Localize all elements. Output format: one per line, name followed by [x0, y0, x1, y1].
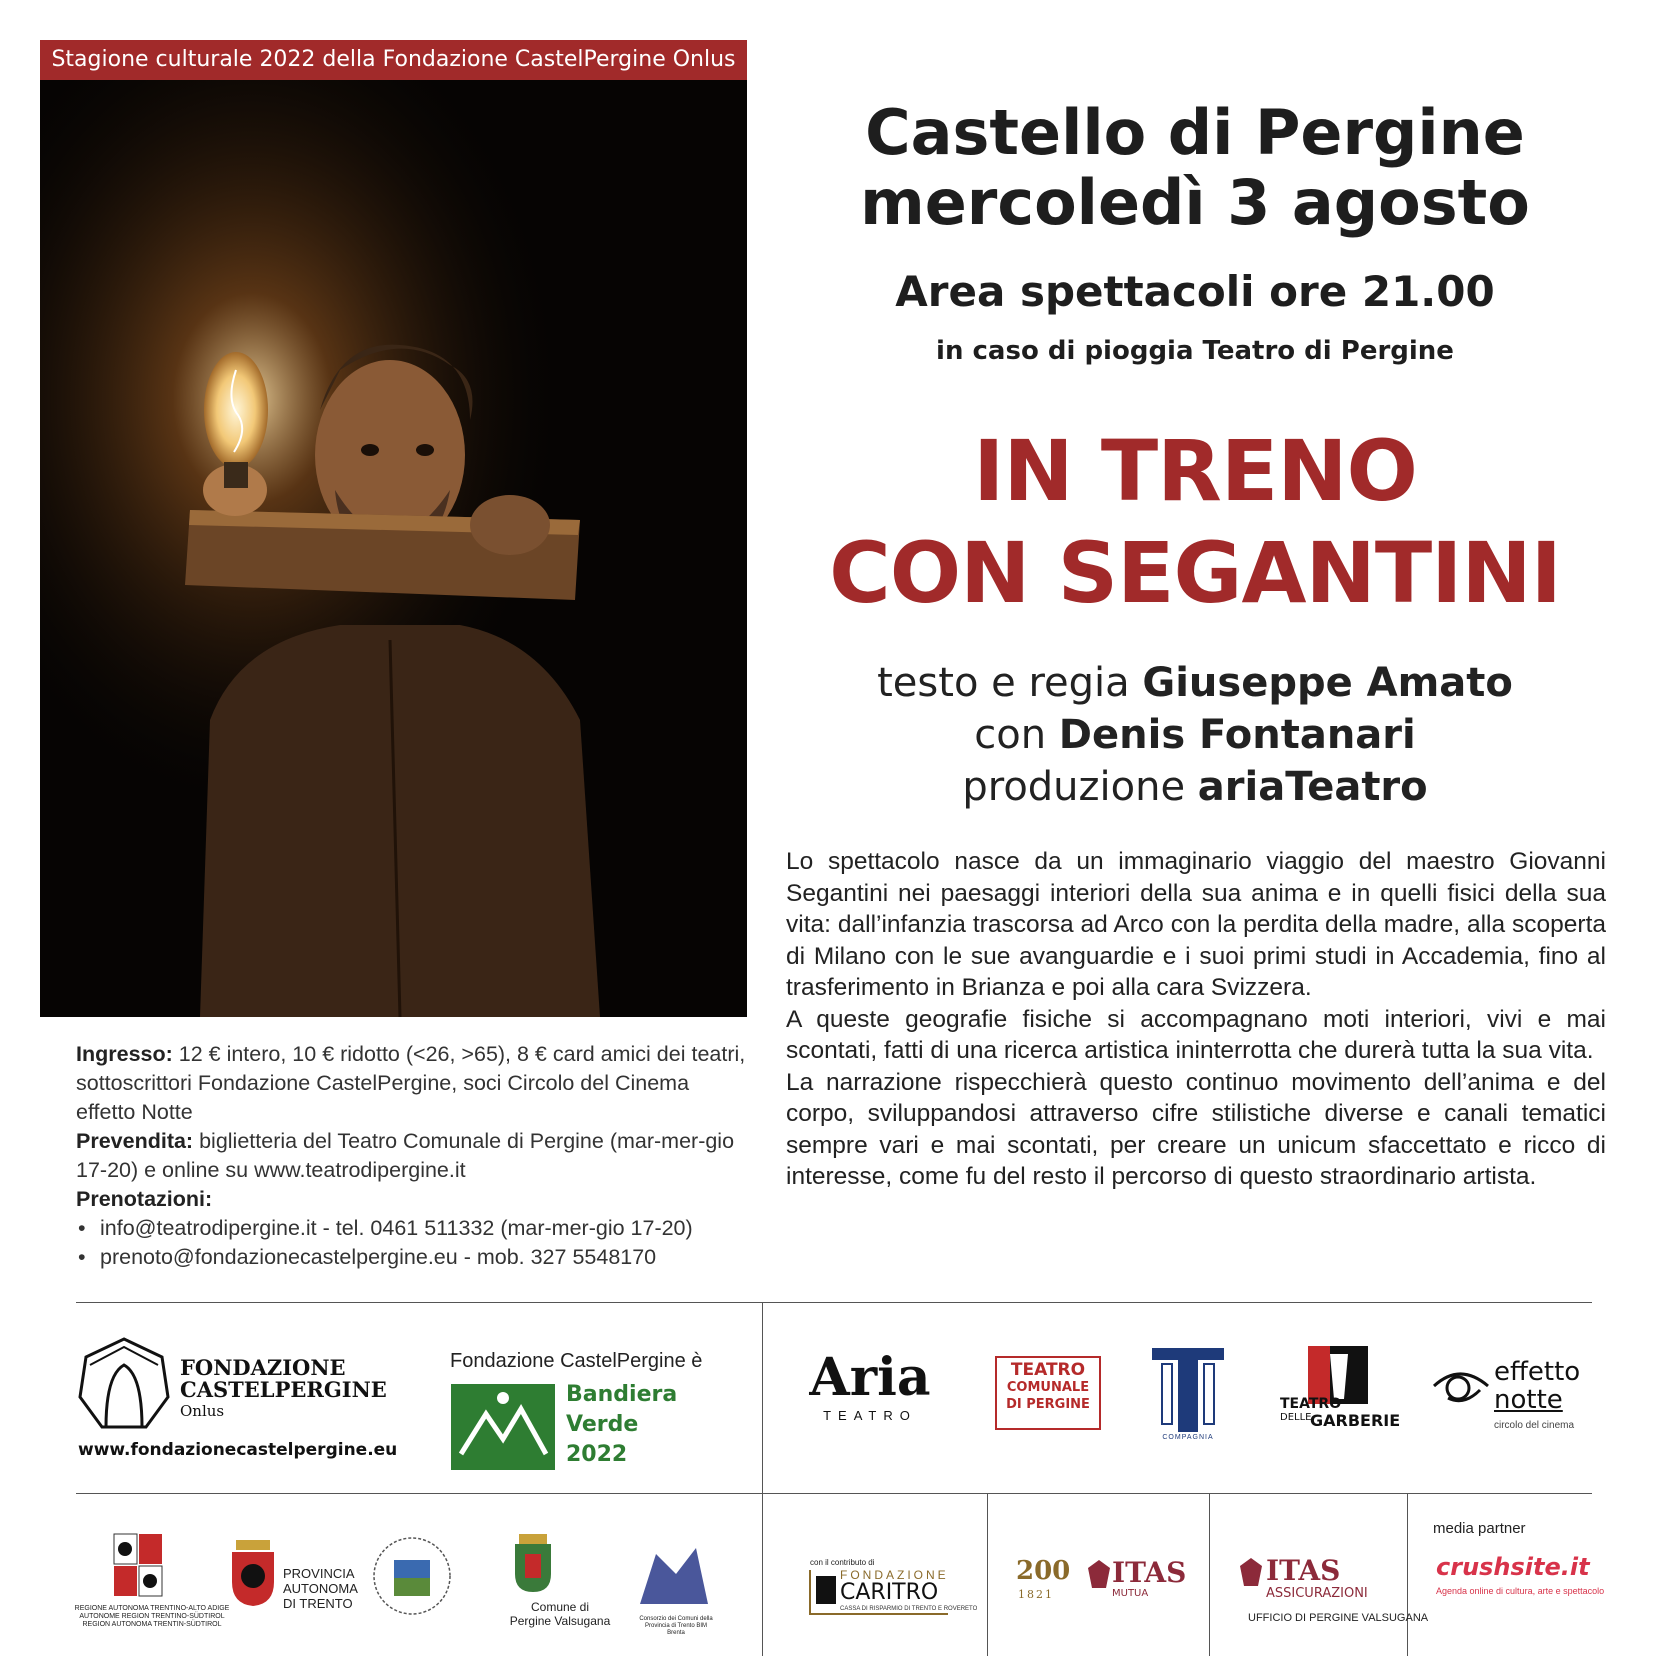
itas-200-logo: 200 — [1016, 1556, 1071, 1586]
fcp-onlus: Onlus — [180, 1402, 225, 1420]
credit-production-name: ariaTeatro — [1197, 764, 1428, 810]
fcp-name-line2: CASTELPERGINE — [180, 1377, 387, 1402]
credit-actor-label: con — [974, 712, 1059, 758]
aria-teatro-logo: Aria — [809, 1347, 931, 1408]
fcp-name — [180, 1357, 387, 1401]
itas-ass-eagle-icon — [1238, 1556, 1264, 1588]
date-line: mercoledì 3 agosto — [860, 166, 1530, 239]
caritro-b: CARITRO — [840, 1580, 939, 1605]
prov-line3: DI TRENTO — [283, 1596, 353, 1611]
credit-director — [760, 658, 1630, 708]
fondazione-castelpergine-logo — [76, 1335, 172, 1431]
credit-actor-name: Denis Fontanari — [1058, 712, 1416, 758]
itas-ufficio: UFFICIO DI PERGINE VALSUGANA — [1248, 1612, 1429, 1624]
crushsite-logo[interactable]: crushsite.it — [1436, 1553, 1590, 1581]
tcp-line1: TEATRO — [1010, 1360, 1086, 1380]
divider-vertical-2 — [987, 1493, 988, 1656]
effetto-notte-eye-icon — [1430, 1360, 1492, 1410]
prevendita-text: biglietteria del Teatro Comunale di Pergine (mar-mer-gio 17-20) e online su www.teatrodipergine.it — [76, 1129, 735, 1182]
comune-text — [500, 1600, 620, 1628]
regione-caption: REGIONE AUTONOMA TRENTINO-ALTO ADIGE AUTONOME REGION TRENTINO-SÜDTIROL REGION AUTONOMA TRENTIN-SÜDTIROL — [74, 1605, 230, 1628]
prov-line2: AUTONOMA — [283, 1581, 358, 1596]
contact-email-teatro[interactable]: • info@teatrodipergine.it - tel. 0461 511332 (mar-mer-gio 17-20) — [76, 1214, 748, 1243]
garb-line3: GARBERIE — [1310, 1411, 1401, 1430]
consorzio-text: Consorzio dei Comuni della Provincia di Trento BIM Brenta — [639, 1616, 713, 1636]
itas-assicurazioni-sub: ASSICURAZIONI — [1266, 1586, 1368, 1601]
itas-assicurazioni-logo: ITAS — [1266, 1554, 1341, 1587]
area-time-line: Area spettacoli ore 21.00 — [895, 267, 1495, 316]
bv-line2: Verde — [566, 1412, 639, 1437]
effetto-notte-sub: circolo del cinema — [1494, 1420, 1575, 1431]
prenotazioni-label: Prenotazioni: — [76, 1187, 213, 1211]
provincia-trento-crest-icon — [228, 1538, 278, 1608]
prevendita-info — [76, 1127, 748, 1185]
effetto-line1: effetto — [1494, 1357, 1581, 1387]
bv-line3: 2022 — [566, 1442, 628, 1467]
teatro-comunale-logo — [995, 1356, 1101, 1430]
credit-actor — [760, 710, 1630, 760]
contact-email-fondazione[interactable]: • prenoto@fondazionecastelpergine.eu - mob. 327 5548170 — [76, 1243, 748, 1272]
bandiera-verde-logo — [451, 1384, 555, 1470]
credit-director-name: Giuseppe Amato — [1142, 660, 1513, 706]
raum-traum-sub: COMPAGNIA — [1162, 1434, 1214, 1441]
prevendita-label: Prevendita: — [76, 1129, 194, 1153]
divider-middle — [76, 1493, 1592, 1494]
ingresso-label: Ingresso: — [76, 1042, 173, 1066]
bandiera-verde-caption: Fondazione CastelPergine è — [450, 1350, 703, 1372]
rain-venue-line: in caso di pioggia Teatro di Pergine — [936, 336, 1454, 366]
divider-vertical-4 — [1407, 1493, 1408, 1656]
garb-line1: TEATRO — [1280, 1396, 1342, 1412]
caritro-a: FONDAZIONE — [840, 1568, 949, 1582]
comune-line2: Pergine Valsugana — [509, 1614, 611, 1628]
season-banner: Stagione culturale 2022 della Fondazione CastelPergine Onlus — [40, 40, 747, 80]
crushsite-sub: Agenda online di cultura, arte e spettacolo — [1436, 1586, 1605, 1596]
raum-traum-logo — [1148, 1344, 1228, 1434]
divider-vertical-3 — [1209, 1493, 1210, 1656]
teatro-garberie-logo — [1268, 1344, 1401, 1434]
credit-production — [760, 762, 1630, 812]
show-description — [786, 846, 1606, 1193]
ticket-info — [76, 1040, 748, 1272]
credit-director-label: testo e regia — [877, 660, 1143, 706]
description-paragraph-2: A queste geografie fisiche si accompagnano moti interiori, vivi e mai scontati, fatti di una ricerca artistica ininterrotta che durerà tutta la sua vita. — [786, 1005, 1606, 1064]
itas-mutua-sub: MUTUA — [1112, 1588, 1149, 1599]
caritro-pre: con il contributo di — [810, 1558, 875, 1567]
tcp-line2: COMUNALE — [1006, 1380, 1090, 1395]
fcp-name-line1: FONDAZIONE — [180, 1355, 346, 1380]
description-paragraph-1: Lo spettacolo nasce da un immaginario viaggio del maestro Giovanni Segantini nei paesaggi interiori della sua anima e in quelli fisici della sua vita: dall’infanzia trascorsa ad Arco con la perdita della madre, alla scoperta di Milano con le sue avanguardie e i suoi primi studi in Accademia, fino al trasferimento in Brianza e poi alla cara Svizzera. — [786, 848, 1606, 1001]
caritro-c: CASSA DI RISPARMIO DI TRENTO E ROVERETO — [840, 1606, 978, 1612]
divider-vertical-main — [762, 1302, 763, 1656]
itas-200-year: 1821 — [1018, 1588, 1054, 1601]
regione-crest-icon — [112, 1532, 164, 1598]
effetto-notte-logo — [1494, 1358, 1580, 1414]
credit-production-label: produzione — [962, 764, 1198, 810]
itas-mutua-logo: ITAS — [1112, 1556, 1187, 1589]
performer-photo — [40, 80, 747, 1017]
bv-line1: Bandiera — [566, 1382, 678, 1407]
prov-line1: PROVINCIA — [283, 1566, 355, 1581]
garb-line2: DELLE — [1280, 1412, 1312, 1423]
show-title-line1: IN TRENO — [973, 422, 1417, 520]
show-title — [760, 420, 1630, 624]
bandiera-verde-text — [566, 1380, 677, 1470]
ingresso-text: 12 € intero, 10 € ridotto (<26, >65), 8 € card amici dei teatri, sottoscrittori Fondazione CastelPergine, soci Circolo del Cinema effetto Notte — [76, 1042, 746, 1124]
tcp-line3: DI PERGINE — [1006, 1397, 1090, 1412]
divider-top — [76, 1302, 1592, 1303]
description-paragraph-3: La narrazione rispecchierà questo continuo movimento dell’anima e del corpo, sviluppandosi attraverso cifre stilistiche diverse e canali tematici sempre vari e mai scontati, per creare un unicum sfaccettato e ricco di interesse, come fu del resto il percorso di questo straordinario artista. — [786, 1068, 1606, 1190]
consorzio-bim-icon — [636, 1544, 712, 1612]
contact-list — [76, 1214, 748, 1272]
aria-teatro-sub: TEATRO — [823, 1408, 917, 1423]
itas-eagle-icon — [1086, 1558, 1112, 1590]
show-title-line2: CON SEGANTINI — [829, 524, 1561, 622]
comune-pergine-crest-icon — [513, 1532, 553, 1594]
comunita-alta-valsugana-icon — [372, 1530, 452, 1622]
effetto-line2: notte — [1494, 1385, 1563, 1415]
provincia-text — [283, 1566, 358, 1611]
media-partner-label: media partner — [1433, 1520, 1526, 1537]
venue-line: Castello di Pergine — [865, 96, 1525, 169]
venue-date-heading — [760, 98, 1630, 238]
comune-line1: Comune di — [530, 1600, 590, 1614]
fcp-url-link[interactable]: www.fondazionecastelpergine.eu — [78, 1440, 398, 1460]
ingresso-info — [76, 1040, 748, 1127]
